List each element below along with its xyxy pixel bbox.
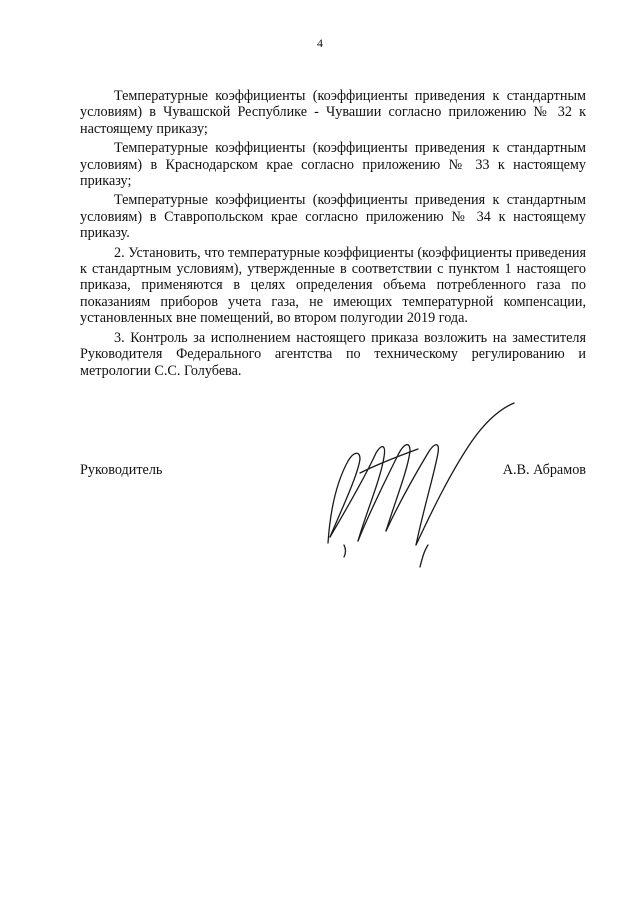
paragraph-coefficients-chuvashia: Температурные коэффициенты (коэффициенты приведения к стандартным условиям) в Чувашской Республике - Чувашии согласно приложению № 32 к настоящему приказу; — [80, 88, 586, 137]
paragraph-item-3: 3. Контроль за исполнением настоящего приказа возложить на заместителя Руководителя Федерального агентства по техническому регулированию и метрологии С.С. Голубева. — [80, 329, 586, 379]
page-number: 4 — [317, 36, 323, 50]
document-body — [80, 88, 586, 382]
signer-name: А.В. Абрамов — [502, 462, 586, 478]
paragraph-item-2: 2. Установить, что температурные коэффициенты (коэффициенты приведения к стандартным условиям), утвержденные в соответствии с пунктом 1 настоящего приказа, применяются в целях определения объема потребленного газа по показаниям приборов учета газа, не имеющих температурной компенсации, установленных вне помещений, во втором полугодии 2019 года. — [80, 244, 586, 327]
paragraph-coefficients-krasnodar: Температурные коэффициенты (коэффициенты приведения к стандартным условиям) в Краснодарском крае согласно приложению № 33 к настоящему приказу; — [80, 140, 586, 190]
handwritten-signature — [300, 395, 530, 570]
paragraph-coefficients-stavropol: Температурные коэффициенты (коэффициенты приведения к стандартным условиям) в Ставропольском крае согласно приложению № 34 к настоящему приказу. — [80, 192, 586, 242]
signer-role: Руководитель — [80, 462, 163, 478]
